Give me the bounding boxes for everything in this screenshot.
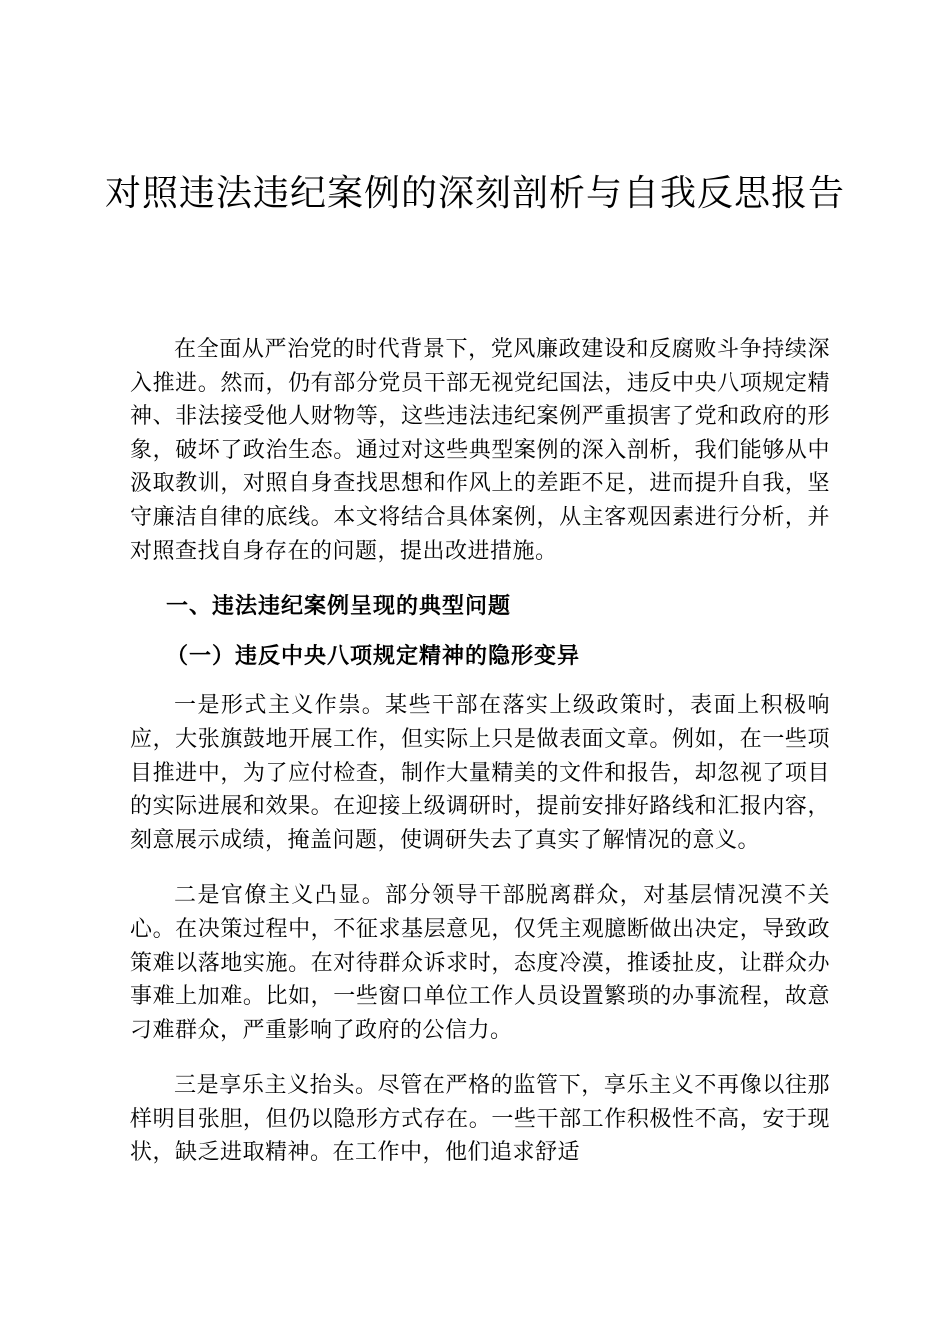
body-paragraph-3: 三是享乐主义抬头。尽管在严格的监管下，享乐主义不再像以往那样明目张胆，但仍以隐形方式存在。一些干部工作积极性不高，安于现状，缺乏进取精神。在工作中，他们追求舒适 (130, 1073, 830, 1166)
intro-paragraph: 在全面从严治党的时代背景下，党风廉政建设和反腐败斗争持续深入推进。然而，仍有部分党员干部无视党纪国法，违反中央八项规定精神、非法接受他人财物等，这些违法违纪案例严重损害了党和政府的形象，破坏了政治生态。通过对这些典型案例的深入剖析，我们能够从中汲取教训，对照自身查找思想和作风上的差距不足，进而提升自我，坚守廉洁自律的底线。本文将结合具体案例，从主客观因素进行分析，并对照查找自身存在的问题，提出改进措施。 (130, 337, 830, 564)
document-body (130, 333, 830, 1170)
body-paragraph-1: 一是形式主义作祟。某些干部在落实上级政策时，表面上积极响应，大张旗鼓地开展工作，但实际上只是做表面文章。例如，在一些项目推进中，为了应付检查，制作大量精美的文件和报告，却忽视了项目的实际进展和效果。在迎接上级调研时，提前安排好路线和汇报内容，刻意展示成绩，掩盖问题，使调研失去了真实了解情况的意义。 (130, 693, 830, 853)
body-paragraph-2: 二是官僚主义凸显。部分领导干部脱离群众，对基层情况漠不关心。在决策过程中，不征求基层意见，仅凭主观臆断做出决定，导致政策难以落地实施。在对待群众诉求时，态度冷漠，推诿扯皮，让群众办事难上加难。比如，一些窗口单位工作人员设置繁琐的办事流程，故意刁难群众，严重影响了政府的公信力。 (130, 883, 830, 1043)
section-heading: 一、违法违纪案例呈现的典型问题 (166, 593, 512, 620)
subsection-heading: （一）违反中央八项规定精神的隐形变异 (166, 642, 581, 669)
document-title: 对照违法违纪案例的深刻剖析与自我反思报告 (104, 173, 845, 214)
